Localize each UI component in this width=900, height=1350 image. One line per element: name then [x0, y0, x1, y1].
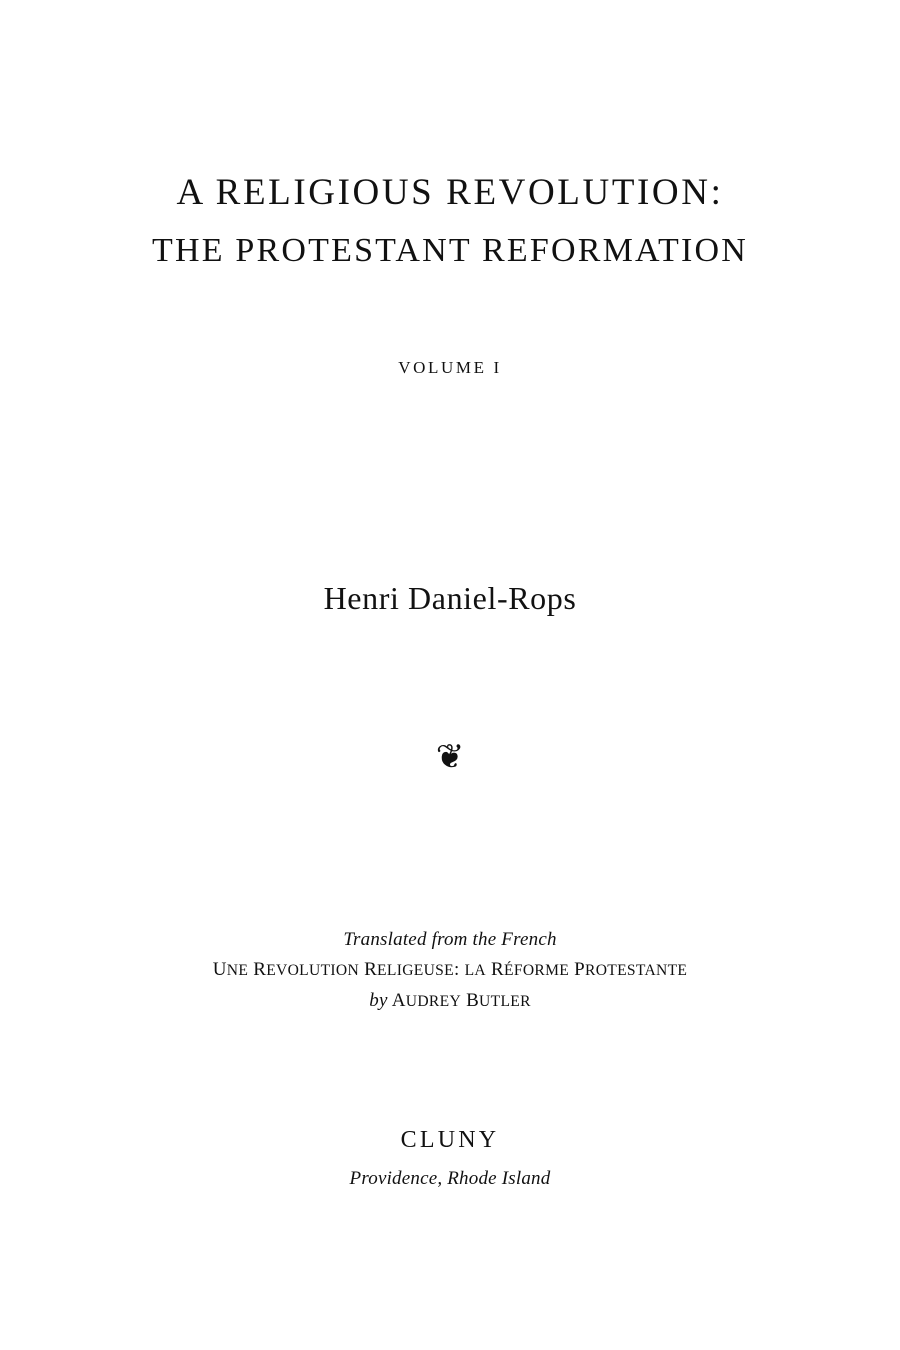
author-name: Henri Daniel-Rops — [323, 580, 577, 616]
original-title: UNE REVOLUTION RELIGEUSE: LA RÉFORME PROTESTANTE — [212, 959, 688, 981]
page-title-line-1: A RELIGIOUS REVOLUTION: — [176, 172, 724, 213]
title-block — [0, 170, 900, 273]
volume-label: VOLUME I — [398, 358, 502, 377]
publisher-block — [0, 1122, 900, 1194]
publisher-place: Providence, Rhode Island — [349, 1168, 551, 1189]
translator-name: AUDREY BUTLER — [391, 989, 531, 1011]
translator-prefix: by — [369, 989, 388, 1011]
publisher-name: CLUNY — [400, 1127, 500, 1153]
translation-note: Translated from the French — [343, 929, 557, 950]
page-title-line-2: THE PROTESTANT REFORMATION — [152, 232, 748, 270]
translation-block — [0, 925, 900, 1016]
floral-ornament-icon: ❦ — [435, 737, 465, 777]
translator-credit — [0, 986, 900, 1016]
